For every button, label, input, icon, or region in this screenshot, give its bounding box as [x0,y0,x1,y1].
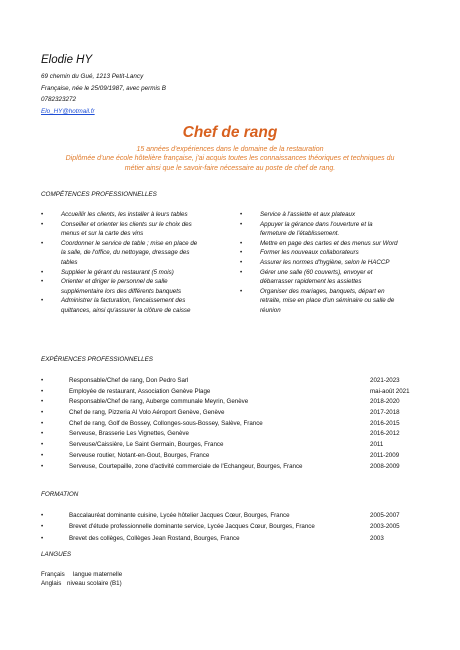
summary-line: métier ainsi que le savoir-faire nécessaire au poste de chef de rang. [124,164,336,172]
experience-date: 2008-2009 [370,462,400,470]
bullet-icon: • [41,451,44,459]
summary-line: 15 années d'expériences dans le domaine de la restauration [136,146,324,153]
experience-list [41,376,421,472]
bullet-icon: • [41,419,44,427]
language-level: niveau scolaire (B1) [67,580,122,587]
bullet-icon: • [41,398,44,406]
experience-item [41,462,421,473]
job-title: Chef de rang [182,124,278,141]
bullet-icon: • [41,278,44,286]
experience-desc: Chef de rang, Pizzeria Al Volo Aéroport Genève, Genève [69,409,225,417]
bullet-icon: • [240,239,243,247]
skill-item: • Orienter et diriger le personnel de salle supplémentaire lors des différents banquets [41,278,182,295]
skill-item: • Coordonner le service de table ; mise en place de la salle, de l'office, du nettoyage, dressage des tables [41,239,198,266]
skills-heading: COMPÉTENCES PROFESSIONNELLES [41,191,157,198]
experience-date: 2016-2012 [370,430,400,438]
formation-heading: FORMATION [41,491,79,498]
formation-date: 2005-2007 [370,512,400,519]
formation-list [41,510,421,544]
skill-item: • Service à l'assiette et aux plateaux [240,211,356,218]
experience-item [41,408,421,419]
address: 69 chemin du Gué, 1213 Petit-Lancy [41,73,144,80]
skills-list-left [41,210,241,316]
skill-item: • Organiser des mariages, banquets, départ en retraite, mise en place d'un séminaire ou salle de réunion [240,287,395,314]
experience-date: 2018-2020 [370,398,400,406]
language-level: langue maternelle [73,571,123,578]
bullet-icon: • [41,441,44,449]
skill-item: • Gérer une salle (60 couverts), envoyer et débarrasser rapidement les assiettes [240,268,373,286]
experience-heading: EXPÉRIENCES PROFESSIONNELLES [41,356,153,363]
experience-item [41,387,421,398]
experience-date: 2011 [370,441,384,449]
bullet-icon: • [240,220,243,228]
experience-desc: Serveuse, Brasserie Les Vignettes, Genève [69,430,189,438]
experience-item [41,429,421,440]
bullet-icon: • [240,249,243,257]
experience-desc: Chef de rang, Golf de Bossey, Collonges-sous-Bossey, Salève, France [69,419,263,427]
experience-date: 2017-2018 [370,409,400,417]
profile-summary [44,145,416,173]
email-link[interactable]: Elo_HY@hotmail.fr [41,107,95,115]
phone-number: 0782323272 [41,96,77,103]
experience-date: 2021-2023 [370,377,400,384]
bullet-icon: • [41,534,44,542]
formation-desc: Brevet d'étude professionnelle dominante service, Lycée Jacques Cœur, Bourges, France [69,523,315,531]
experience-desc: Responsable/Chef de rang, Auberge communale Meyrin, Genève [69,398,249,406]
skill-item: • Administrer la facturation, l'encaissement des quittances, ainsi qu'assurer la clôture de caisse [41,297,191,314]
skill-item: • Appuyer la gérance dans l'ouverture et la fermeture de l'établissement. [240,220,373,238]
experience-item [41,376,421,387]
formation-item [41,533,421,544]
skill-item: • Mettre en page des cartes et des menus sur Word [240,239,398,247]
experience-date: mai-août 2021 [370,387,410,395]
experience-desc: Employée de restaurant, Association Genève Plage [69,387,211,395]
bullet-icon: • [41,512,44,519]
bullet-icon: • [41,268,44,276]
languages-heading: LANGUES [41,551,72,558]
bullet-icon: • [41,462,44,470]
formation-item [41,521,421,532]
skill-item: • Suppléer le gérant du restaurant (5 mois) [41,268,174,276]
experience-desc: Serveuse routier, Notant-en-Gout, Bourges, France [69,451,210,459]
candidate-name: Elodie HY [41,54,93,66]
contact-block [41,71,166,117]
language-name: Français [41,571,65,578]
formation-item [41,510,421,521]
formation-date: 2003 [370,534,384,542]
formation-desc: Baccalauréat dominante cuisine, Lycée hôtelier Jacques Cœur, Bourges, France [69,512,290,519]
bullet-icon: • [41,297,44,305]
skill-item: • Assurer les normes d'hygiène, selon le HACCP [240,258,390,266]
summary-line: Diplômée d'une école hôtelière française, j'ai acquis toutes les connaissances théoriques et techniques du [65,155,395,163]
experience-item [41,419,421,430]
bullet-icon: • [41,220,44,228]
bullet-icon: • [41,377,44,384]
experience-desc: Serveuse, Courtepaille, zone d'activité commerciale de l'Echangeur, Bourges, France [69,462,303,470]
bullet-icon: • [240,211,243,218]
formation-date: 2003-2005 [370,523,400,531]
formation-desc: Brevet des collèges, Collèges Jean Rostand, Bourges, France [69,534,240,542]
language-name: Anglais [41,580,62,587]
skills-list-right [240,210,430,316]
experience-date: 2011-2009 [370,451,400,459]
bullet-icon: • [240,287,243,295]
bullet-icon: • [41,430,44,438]
skill-item: • Former les nouveaux collaborateurs [240,249,359,257]
experience-item [41,397,421,408]
bullet-icon: • [41,239,44,247]
experience-item [41,440,421,451]
experience-date: 2016-2015 [370,419,400,427]
skill-item: • Conseiller et orienter les clients sur le choix des menus et sur la carte des vins [41,220,192,238]
bullet-icon: • [41,523,44,531]
experience-item [41,451,421,462]
bullet-icon: • [41,387,44,395]
bullet-icon: • [41,409,44,417]
nationality-line: Française, née le 25/09/1987, avec permis B [41,84,166,92]
bullet-icon: • [240,258,243,266]
skill-item: • Accueillir les clients, les installer à leurs tables [41,211,188,218]
experience-desc: Responsable/Chef de rang, Don Pedro Sarl [69,377,189,384]
bullet-icon: • [41,211,44,218]
experience-desc: Serveuse/Caissière, Le Saint Germain, Bourges, France [69,441,224,449]
bullet-icon: • [240,268,243,276]
